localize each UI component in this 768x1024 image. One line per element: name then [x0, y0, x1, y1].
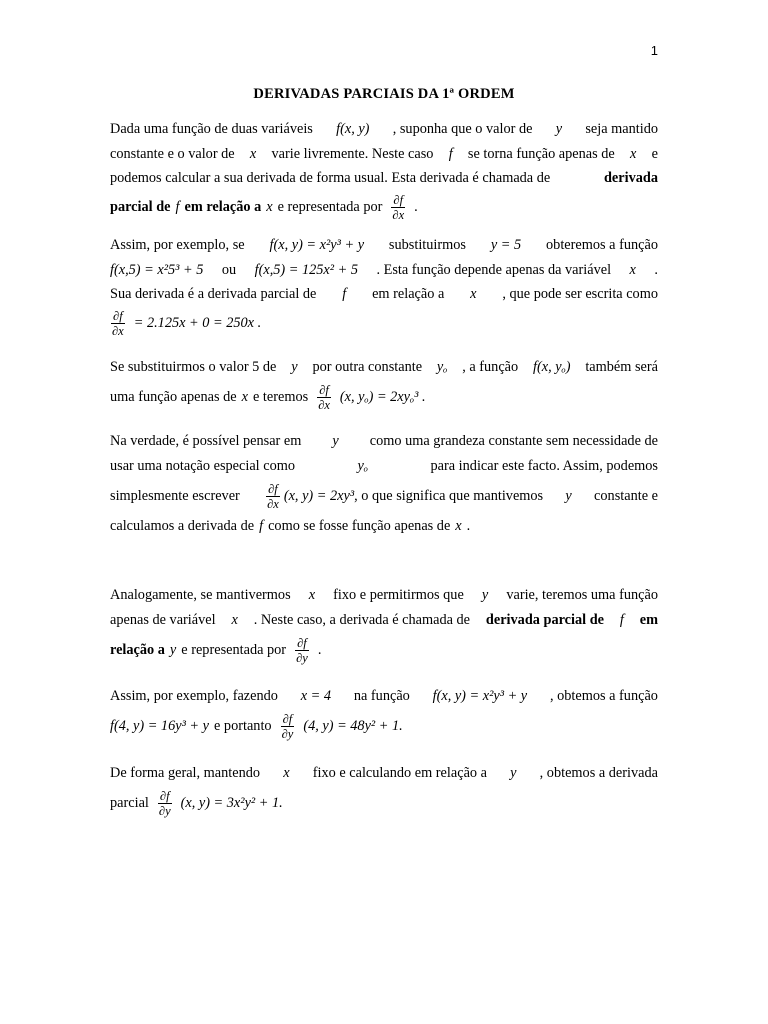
bold-text: relação a: [110, 641, 165, 658]
formula: f(x, yₒ): [533, 359, 571, 375]
paragraph-2: [110, 233, 658, 341]
var: y: [565, 487, 572, 504]
var: y: [332, 433, 339, 449]
text: Sua derivada é a derivada parcial de: [110, 286, 317, 302]
text: apenas de variável: [110, 611, 216, 628]
text: constante e o valor de: [110, 145, 235, 162]
paragraph-5: [110, 583, 658, 668]
var: yₒ: [357, 457, 368, 474]
denominator: ∂x: [112, 324, 124, 338]
var: x: [266, 199, 273, 216]
fraction: [157, 789, 173, 818]
text: , obtemos a derivada: [539, 765, 658, 781]
formula: f(x,5) = x²5³ + 5: [110, 261, 204, 278]
text: também será: [585, 359, 658, 375]
var: x: [470, 286, 477, 302]
formula: f(x, y) = x²y³ + y: [269, 237, 365, 253]
formula: = 2.125x + 0 = 250x .: [133, 315, 262, 332]
var: x: [231, 611, 238, 628]
text: .: [466, 518, 471, 534]
text: e teremos: [253, 389, 309, 406]
fraction: [294, 636, 310, 665]
denominator: ∂x: [267, 496, 279, 511]
var: x: [308, 587, 316, 603]
text: , a função: [462, 359, 519, 375]
fraction: [316, 383, 332, 412]
denominator: ∂y: [296, 650, 308, 665]
text: se torna função apenas de: [467, 145, 615, 162]
formula: x = 4: [300, 688, 332, 704]
text: Analogamente, se mantivermos: [110, 587, 291, 603]
formula: f(4, y) = 16y³ + y: [110, 718, 210, 735]
text: em relação a: [372, 286, 445, 302]
text: Dada uma função de duas variáveis: [110, 121, 313, 137]
fraction: [265, 482, 281, 511]
var: f: [448, 145, 453, 162]
page-title: DERIVADAS PARCIAIS DA 1ª ORDEM: [253, 86, 515, 102]
text: , que pode ser escrita como: [502, 286, 658, 302]
bold-text: parcial de: [110, 199, 171, 216]
numerator: ∂f: [268, 481, 278, 496]
formula: f(x,5) = 125x² + 5: [254, 261, 358, 278]
text: , suponha que o valor de: [392, 121, 533, 137]
text: simplesmente escrever: [110, 487, 240, 504]
text: varie, teremos uma função: [506, 587, 658, 603]
paragraph-7: [110, 761, 658, 822]
numerator: ∂f: [282, 712, 293, 726]
text: por outra constante: [312, 359, 423, 375]
text: Se substituirmos o valor 5 de: [110, 359, 277, 375]
denominator: ∂x: [392, 208, 405, 222]
text: .: [317, 641, 322, 658]
fraction: [110, 309, 126, 338]
var: y: [481, 587, 489, 603]
text: e representada por: [277, 199, 383, 216]
text: . Esta função depende apenas da variável: [376, 261, 612, 278]
var: x: [629, 261, 636, 278]
var: f: [259, 518, 264, 534]
fraction: [390, 193, 406, 222]
text: substituirmos: [388, 237, 466, 253]
text: .: [654, 261, 658, 278]
var: y: [169, 641, 177, 658]
text: e representada por: [181, 641, 287, 658]
var: f: [175, 199, 180, 216]
var: x: [249, 145, 257, 162]
text: obteremos a função: [546, 237, 658, 253]
paragraph-3: [110, 355, 658, 416]
text: uma função apenas de: [110, 389, 237, 406]
var: y: [510, 765, 517, 781]
paragraph-6: [110, 684, 658, 745]
var: x: [283, 765, 290, 781]
text: e: [651, 145, 658, 162]
formula: y = 5: [490, 237, 522, 253]
denominator: ∂y: [281, 727, 294, 741]
text: , o que significa que mantivemos: [354, 487, 544, 504]
text: e portanto: [214, 718, 272, 735]
text: .: [414, 199, 418, 216]
denominator: ∂x: [318, 398, 330, 412]
var: yₒ: [436, 359, 448, 375]
bold-text: derivada: [603, 170, 658, 186]
numerator: ∂f: [113, 309, 123, 323]
var: f: [619, 611, 624, 628]
formula: (x, yₒ) = 2xyₒ³ .: [339, 389, 426, 406]
page-number: 1: [650, 43, 658, 58]
var: y: [291, 359, 298, 375]
numerator: ∂f: [297, 635, 307, 650]
text: varie livremente. Neste caso: [271, 145, 434, 162]
formula: (x, y) = 3x²y² + 1.: [180, 795, 283, 812]
text: calculamos a derivada de: [110, 518, 255, 534]
text: usar uma notação especial como: [110, 457, 295, 474]
text: Na verdade, é possível pensar em: [110, 433, 302, 449]
var: x: [455, 518, 462, 534]
paragraph-4: [110, 429, 658, 539]
formula: f(x, y) = x²y³ + y: [432, 688, 528, 704]
var: f: [342, 286, 347, 302]
numerator: ∂f: [159, 789, 170, 803]
fraction: [280, 712, 296, 741]
numerator: ∂f: [393, 193, 404, 207]
text: na função: [353, 688, 410, 704]
var: y: [555, 121, 563, 137]
text: Assim, por exemplo, fazendo: [110, 688, 278, 704]
text: De forma geral, mantendo: [110, 765, 261, 781]
formula: f(x, y): [336, 121, 370, 137]
text: parcial: [110, 795, 149, 812]
text: ou: [221, 261, 237, 278]
text: fixo e permitirmos que: [333, 587, 464, 603]
text: , obtemos a função: [549, 688, 658, 704]
formula: (x, y) = 2xy³: [283, 487, 355, 504]
bold-text: em: [639, 611, 658, 628]
paragraph-1: [110, 117, 658, 225]
text: Assim, por exemplo, se: [110, 237, 245, 253]
text: . Neste caso, a derivada é chamada de: [253, 611, 471, 628]
bold-text: em relação a: [184, 199, 262, 216]
text: fixo e calculando em relação a: [312, 765, 487, 781]
text: constante e: [594, 487, 658, 504]
text: como uma grandeza constante sem necessidade de: [369, 433, 658, 449]
var: x: [630, 145, 637, 162]
text: seja mantido: [585, 121, 658, 137]
text: como se fosse função apenas de: [268, 518, 451, 534]
bold-text: derivada parcial de: [485, 611, 604, 628]
numerator: ∂f: [319, 383, 329, 397]
text: para indicar este facto. Assim, podemos: [430, 457, 658, 474]
denominator: ∂y: [158, 804, 171, 818]
var: x: [241, 389, 248, 406]
text: podemos calcular a sua derivada de forma usual. Esta derivada é chamada de: [110, 170, 551, 186]
formula: (4, y) = 48y² + 1.: [303, 718, 403, 735]
